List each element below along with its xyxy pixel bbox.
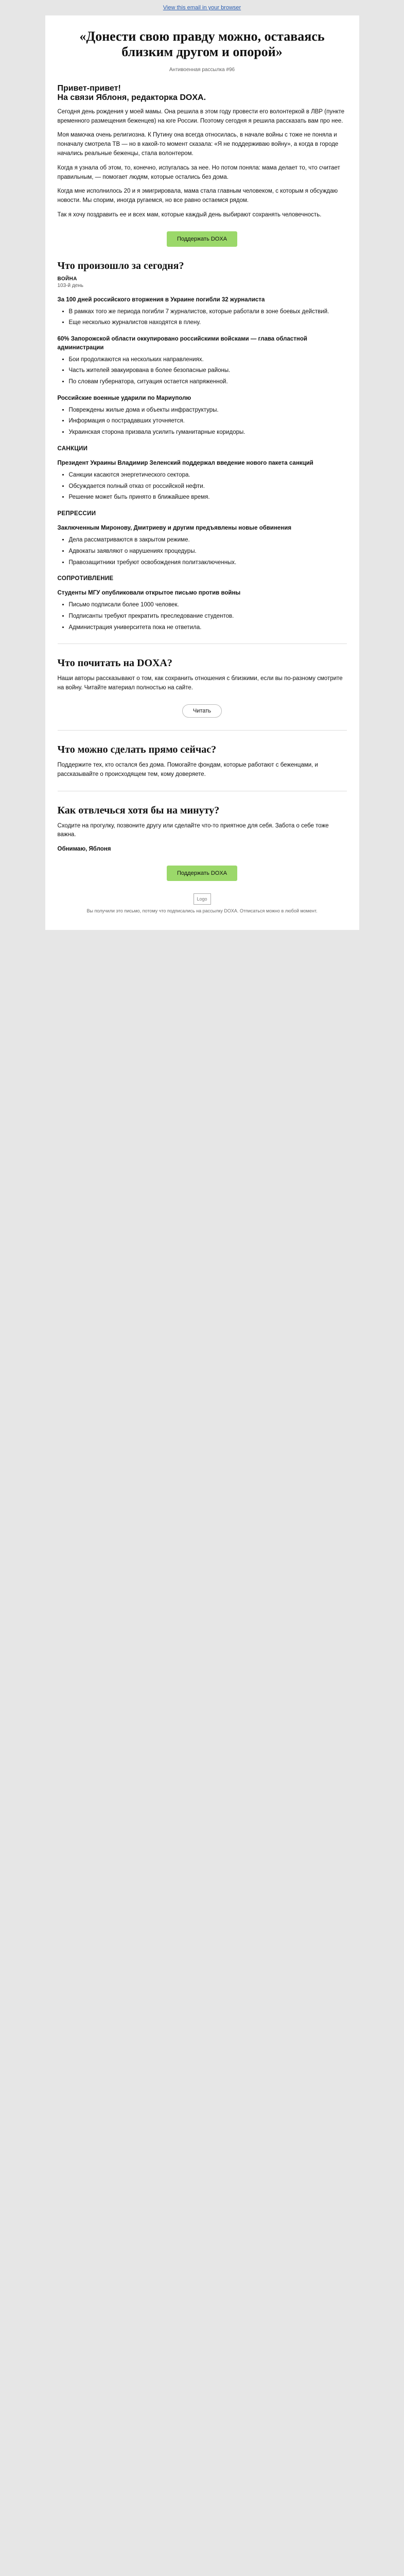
newsletter-title: «Донести свою правду можно, оставаясь близким другом и опорой» [79,29,325,59]
intro-paragraph: Так я хочу поздравить ее и всех мам, которые каждый день выбирают сохранять человечность. [57,212,322,218]
topbar [0,0,404,15]
section-text: Поддержите тех, кто остался без дома. Помогайте фондам, которые работают с беженцами, и рассказывайте о происходящем тем, кому доверяете. [57,762,318,777]
section-caps: СОПРОТИВЛЕНИЕ [57,575,114,582]
divider [58,730,347,731]
news-list [58,406,347,437]
header [58,29,347,73]
section-caps: ВОЙНА [57,276,77,282]
section-title: Что можно сделать прямо сейчас? [57,744,217,756]
logo-icon: Logo [194,893,211,905]
news-headline: Студенты МГУ опубликовали открытое письмо против войны [57,590,241,597]
greeting [58,84,347,103]
news-item: • Письмо подписали более 1000 человек. [69,601,347,610]
news-item: • Бои продолжаются на нескольких направлениях. [69,355,347,365]
signature: Обнимаю, Яблоня [57,846,111,853]
news-item: • Подписанты требуют прекратить преследование студентов. [69,612,347,621]
news-item: • Информация о пострадавших уточняется. [69,417,347,426]
support-button[interactable]: Поддержать DOXA [167,231,237,247]
news-list [58,601,347,632]
section-text: Сходите на прогулку, позвоните другу или сделайте что-то приятное для себя. Забота о себе тоже важна. [57,822,329,838]
section-title: Что произошло за сегодня? [57,260,184,272]
intro-paragraph: Когда мне исполнилось 20 и я эмигрировала, мама стала главным человеком, с которым я обсуждаю новости. Мы спорим, иногда ругаемся, но все равно остаемся рядом. [57,188,338,204]
news-item: • Украинская сторона призвала усилить гуманитарные коридоры. [69,428,347,437]
news-item: • Адвокаты заявляют о нарушениях процедуры. [69,547,347,556]
news-item: • Обсуждается полный отказ от российской нефти. [69,482,347,492]
news-list [58,355,347,387]
section-title: Что почитать на DOXA? [57,657,172,669]
news-item: • Часть жителей эвакуирована в более безопасные районы. [69,366,347,376]
intro-paragraph: Сегодня день рождения у моей мамы. Она решила в этом году провести его волонтеркой в ЛВР (пункте временного размещения беженцев) на юге России. Поэтому сегодня я решила рассказать вам про нее. [57,108,345,124]
news-item: • В рамках того же периода погибли 7 журналистов, которые работали в зоне боевых действий. [69,308,347,317]
greeting-line-1: Привет-привет! [57,83,121,93]
view-in-browser-link[interactable]: View this email in your browser [163,5,241,11]
read-button[interactable]: Читать [182,704,222,718]
news-item: • Дела рассматриваются в закрытом режиме. [69,536,347,545]
read-block [58,704,347,718]
news-item: • Правозащитники требуют освобождения политзаключенных. [69,558,347,568]
news-item: • Санкции касаются энергетического сектора. [69,471,347,480]
news-item: • Решение может быть принято в ближайшее время. [69,493,347,502]
news-headline: Заключенным Миронову, Дмитриеву и другим предъявлены новые обвинения [57,525,292,532]
news-item: • По словам губернатора, ситуация остается напряженной. [69,378,347,387]
support-button-bottom[interactable]: Поддержать DOXA [167,866,237,881]
footer-legal: Вы получили это письмо, потому что подписались на рассылку DOXA. Отписаться можно в любой момент. [86,908,318,914]
intro-paragraph: Когда я узнала об этом, то, конечно, испугалась за нее. Но потом поняла: мама делает то, что считает правильным, — помогает людям, которые остались без дома. [57,164,340,180]
newsletter-subtitle: Антивоенная рассылка #96 [169,66,235,73]
news-item: • Администрация университета пока не ответила. [69,623,347,633]
intro-paragraph: Моя мамочка очень религиозна. К Путину она всегда относилась, в начале войны с тоже не поняла и поначалу смотрела ТВ — но в какой-то момент сказала: «Я не поддерживаю войну», а когда в городе начались реальные беженцы, стала волонтером. [57,132,339,157]
news-list [58,471,347,502]
support-block-bottom [58,866,347,881]
news-list [58,536,347,567]
email-sheet [45,15,359,930]
news-headline: Российские военные ударили по Мариуполю [57,395,191,401]
greeting-line-2: На связи Яблоня, редакторка DOXA. [57,93,206,102]
section-title: Как отвлечься хотя бы на минуту? [57,804,220,816]
section-text: Наши авторы рассказывают о том, как сохранить отношения с близкими, если вы по-разному смотрите на войну. Читайте материал полностью на сайте. [57,675,343,691]
section-date: 103-й день [57,282,84,289]
news-headline: Президент Украины Владимир Зеленский поддержал введение нового пакета санкций [57,460,313,467]
news-headline: 60% Запорожской области оккупировано российскими войсками — глава областной администрации [57,336,307,351]
section-caps: РЕПРЕССИИ [57,511,96,517]
divider [58,643,347,644]
news-headline: За 100 дней российского вторжения в Украине погибли 32 журналиста [57,296,265,303]
news-list [58,308,347,328]
footer [58,893,347,914]
news-item: • Повреждены жилые дома и объекты инфраструктуры. [69,406,347,415]
support-block [58,231,347,247]
section-caps: САНКЦИИ [57,446,88,452]
news-item: • Еще несколько журналистов находятся в плену. [69,318,347,328]
